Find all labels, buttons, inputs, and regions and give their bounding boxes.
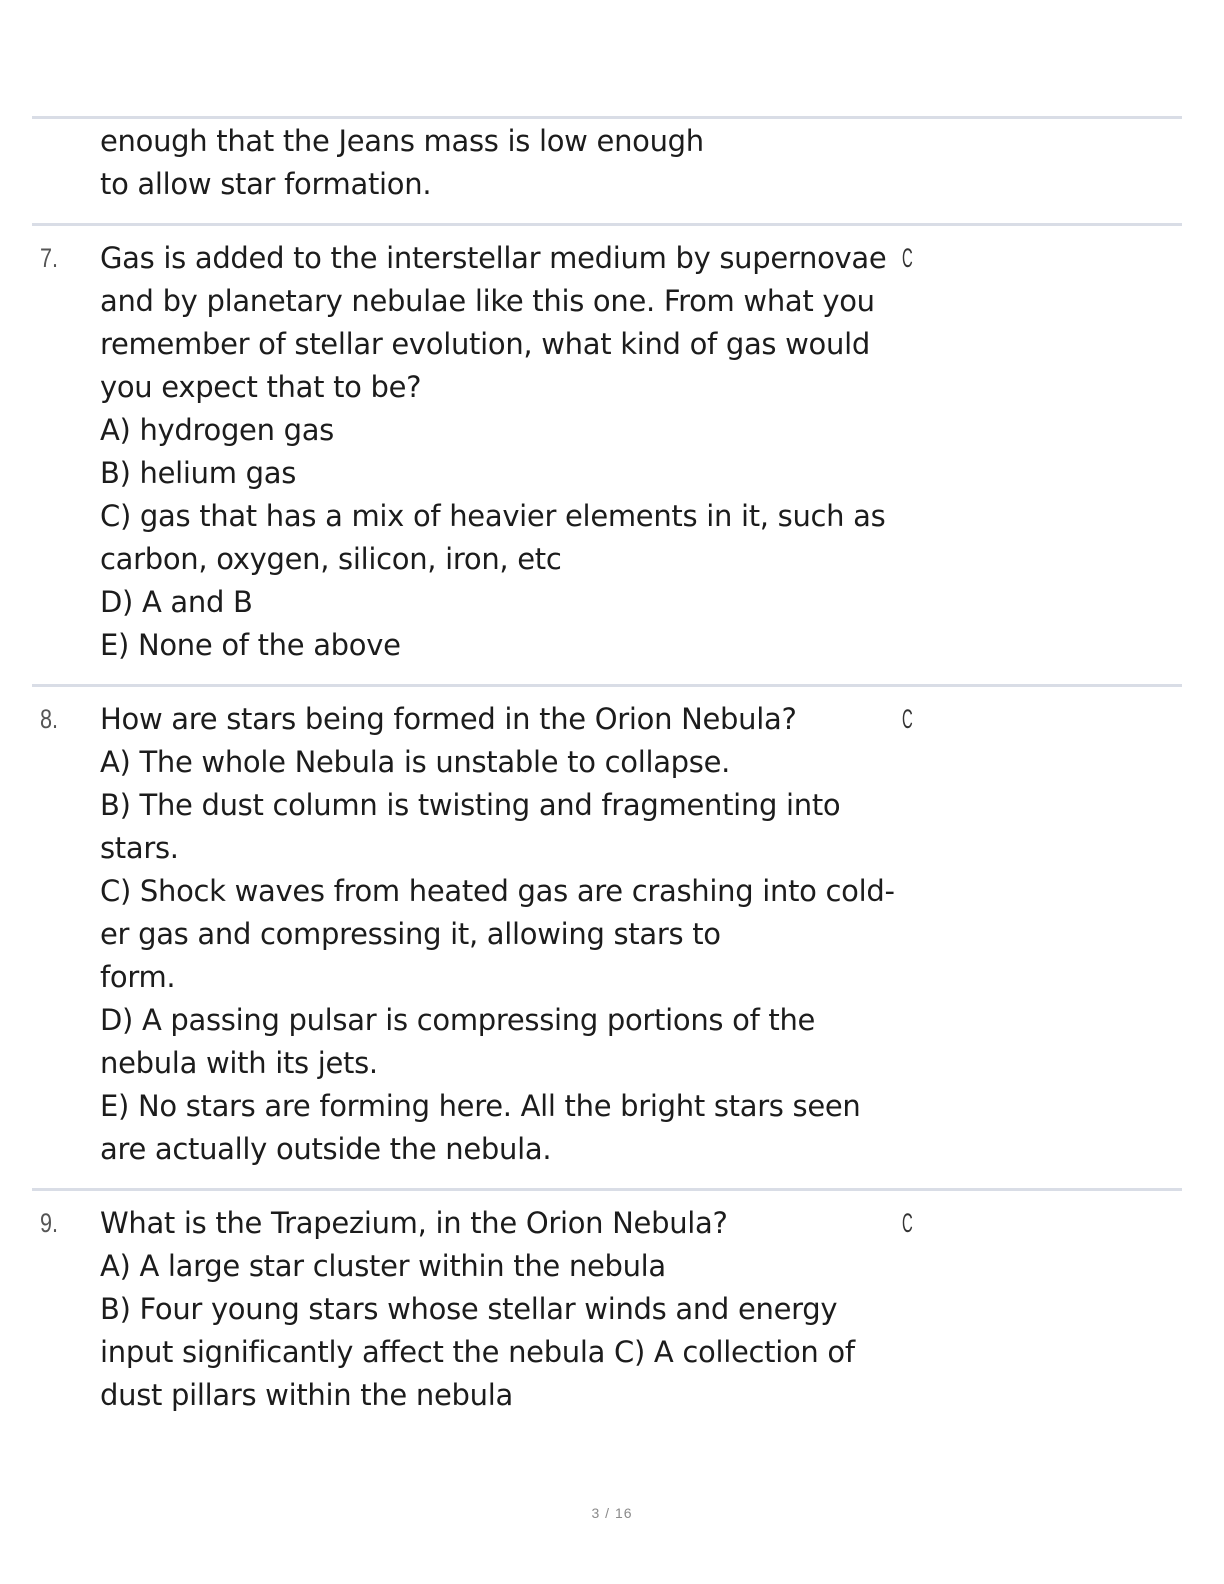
- answer-letter: C: [902, 704, 913, 734]
- row-divider-before-q7: [32, 223, 1182, 226]
- text-line: and by planetary nebulae like this one. From what you: [100, 284, 875, 318]
- option-b: B) The dust column is twisting and fragmenting into: [100, 788, 841, 822]
- text-line: Gas is added to the interstellar medium by supernovae: [100, 241, 887, 275]
- text-line: input significantly affect the nebula C) A collection of: [100, 1335, 855, 1369]
- question-number: 9.: [40, 1208, 59, 1238]
- option-a: A) The whole Nebula is unstable to collapse.: [100, 745, 731, 779]
- text-line: remember of stellar evolution, what kind of gas would: [100, 327, 870, 361]
- question-number: 7.: [40, 243, 59, 273]
- text-line: What is the Trapezium, in the Orion Nebula?: [100, 1206, 728, 1240]
- text-line: stars.: [100, 831, 179, 865]
- answer-letter: C: [902, 1208, 913, 1238]
- option-d: D) A and B: [100, 585, 253, 619]
- text-line: you expect that to be?: [100, 370, 422, 404]
- row-divider-before-q8: [32, 684, 1182, 687]
- text-line: enough that the Jeans mass is low enough: [100, 124, 704, 158]
- option-a: A) A large star cluster within the nebula: [100, 1249, 666, 1283]
- option-b: B) Four young stars whose stellar winds and energy: [100, 1292, 838, 1326]
- question-text: [100, 1202, 900, 1417]
- option-e: E) No stars are forming here. All the bright stars seen: [100, 1089, 861, 1123]
- option-a: A) hydrogen gas: [100, 413, 334, 447]
- answer-letter: C: [902, 243, 913, 273]
- row-divider-before-q9: [32, 1188, 1182, 1191]
- text-line: carbon, oxygen, silicon, iron, etc: [100, 542, 562, 576]
- question-text: [100, 237, 900, 667]
- page-indicator: 3 / 16: [591, 1505, 633, 1521]
- text-line: dust pillars within the nebula: [100, 1378, 513, 1412]
- option-b: B) helium gas: [100, 456, 296, 490]
- text-line: are actually outside the nebula.: [100, 1132, 552, 1166]
- continuation-text: [100, 120, 900, 206]
- option-c: C) gas that has a mix of heavier elements in it, such as: [100, 499, 886, 533]
- option-d: D) A passing pulsar is compressing portions of the: [100, 1003, 816, 1037]
- option-c: C) Shock waves from heated gas are crashing into cold-: [100, 874, 895, 908]
- text-line: How are stars being formed in the Orion Nebula?: [100, 702, 797, 736]
- text-line: form.: [100, 960, 176, 994]
- question-text: [100, 698, 900, 1171]
- text-line: to allow star formation.: [100, 167, 432, 201]
- option-e: E) None of the above: [100, 628, 401, 662]
- question-number: 8.: [40, 704, 59, 734]
- row-divider-top: [32, 116, 1182, 119]
- text-line: er gas and compressing it, allowing stars to: [100, 917, 721, 951]
- text-line: nebula with its jets.: [100, 1046, 378, 1080]
